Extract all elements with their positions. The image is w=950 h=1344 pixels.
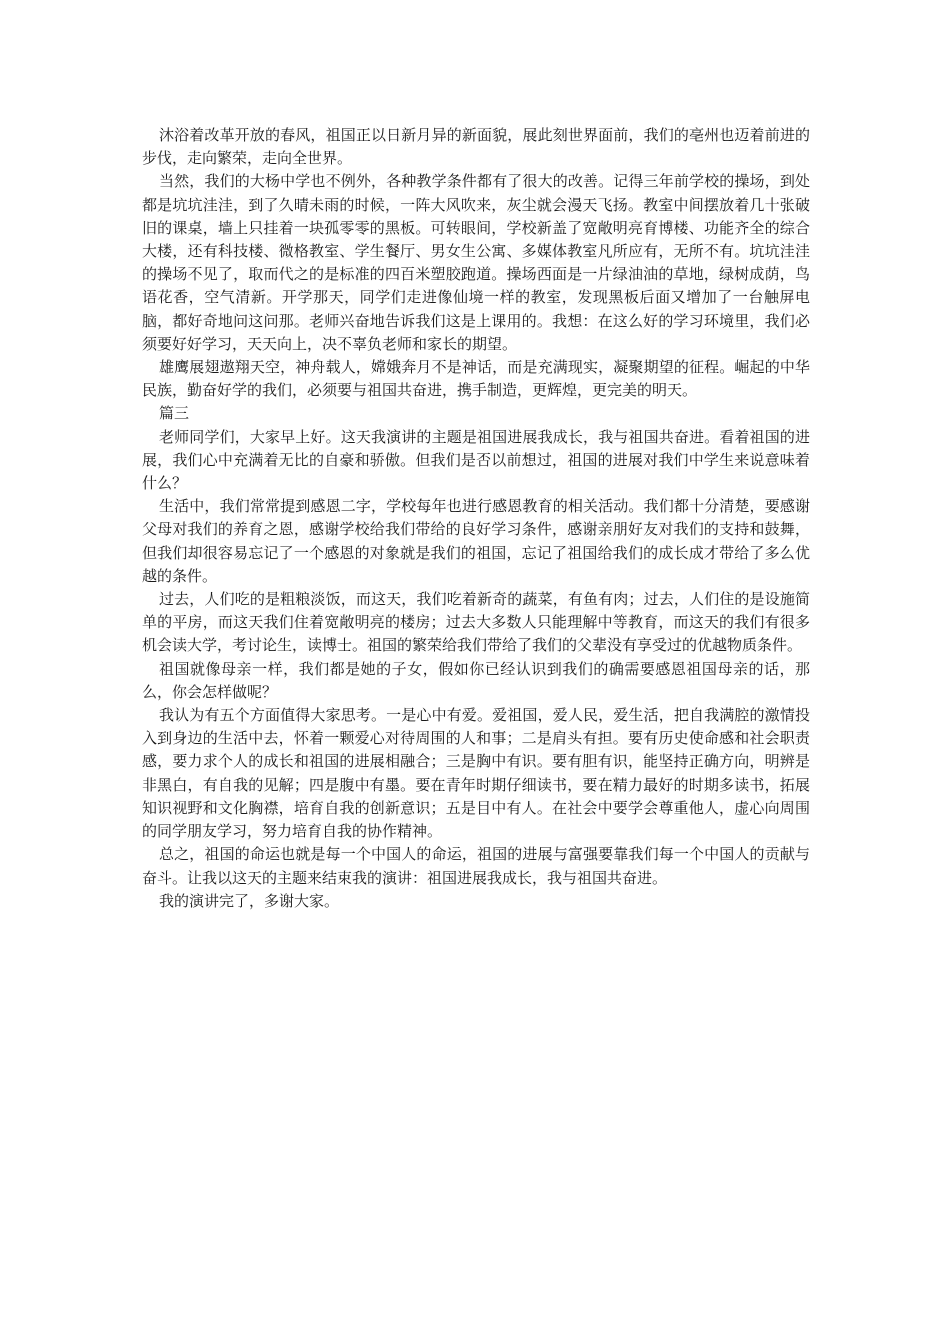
- document-body: [142, 124, 810, 913]
- paragraph-five-aspects: 我认为有五个方面值得大家思考。一是心中有爱。爱祖国，爱人民，爱生活，把自我满腔的激情投入到身边的生活中去，怀着一颗爱心对待周围的人和事；二是肩头有担。要有历史使命感和社会职责感，要力求个人的成长和祖国的进展相融合；三是胸中有识。要有胆有识，能坚持正确方向，明辨是非黑白，有自我的见解；四是腹中有墨。要在青年时期仔细读书，要在精力最好的时期多读书，拓展知识视野和文化胸襟，培育自我的创新意识；五是目中有人。在社会中要学会尊重他人，虚心向周围的同学朋友学习，努力培育自我的协作精神。: [142, 706, 810, 841]
- paragraph-summary: 总之，祖国的命运也就是每一个中国人的命运，祖国的进展与富强要靠我们每一个中国人的贡献与奋斗。让我以这天的主题来结束我的演讲：祖国进展我成长，我与祖国共奋进。: [142, 845, 810, 887]
- paragraph-greeting: 老师同学们，大家早上好。这天我演讲的主题是祖国进展我成长，我与祖国共奋进。看着祖国的进展，我们心中充满着无比的自豪和骄傲。但我们是否以前想过，祖国的进展对我们中学生来说意味着什么？: [142, 427, 810, 493]
- paragraph-closing: 我的演讲完了，多谢大家。: [159, 891, 340, 910]
- paragraph-intro: 沐浴着改革开放的春风，祖国正以日新月异的新面貌，展此刻世界面前，我们的亳州也迈着前进的步伐，走向繁荣，走向全世界。: [142, 126, 810, 168]
- section-heading: 篇三: [159, 404, 190, 423]
- paragraph-past-present: 过去，人们吃的是粗粮淡饭，而这天，我们吃着新奇的蔬菜，有鱼有肉；过去，人们住的是设施简单的平房，而这天我们住着宽敞明亮的楼房；过去大多数人只能理解中等教育，而这天的我们有很多机会读大学，考讨论生，读博士。祖国的繁荣给我们带给了我们的父辈没有享受过的优越物质条件。: [142, 590, 810, 655]
- paragraph-motherland: 祖国就像母亲一样，我们都是她的子女，假如你已经认识到我们的确需要感恩祖国母亲的话，那么，你会怎样做呢？: [142, 659, 810, 701]
- paragraph-conclusion-1: 雄鹰展翅遨翔天空，神舟载人，嫦娥奔月不是神话，而是充满现实，凝聚期望的征程。崛起的中华民族，勤奋好学的我们，必须要与祖国共奋进，携手制造，更辉煌，更完美的明天。: [142, 358, 810, 400]
- paragraph-gratitude: 生活中，我们常常提到感恩二字，学校每年也进行感恩教育的相关活动。我们都十分清楚，要感谢父母对我们的养育之恩，感谢学校给我们带给的良好学习条件，感谢亲朋好友对我们的支持和鼓舞，但我们却很容易忘记了一个感恩的对象就是我们的祖国，忘记了祖国给我们的成长成才带给了多么优越的条件。: [142, 497, 810, 585]
- paragraph-school-changes: 当然，我们的大杨中学也不例外，各种教学条件都有了很大的改善。记得三年前学校的操场，到处都是坑坑洼洼，到了久晴未雨的时候，一阵大风吹来，灰尘就会漫天飞扬。教室中间摆放着几十张破旧的课桌，墙上只挂着一块孤零零的黑板。可转眼间，学校新盖了宽敞明亮育博楼、功能齐全的综合大楼，还有科技楼、微格教室、学生餐厅、男女生公寓、多媒体教室凡所应有，无所不有。坑坑洼洼的操场不见了，取而代之的是标准的四百米塑胶跑道。操场西面是一片绿油油的草地，绿树成荫，鸟语花香，空气清新。开学那天，同学们走进像仙境一样的教室，发现黑板后面又增加了一台触屏电脑，都好奇地问这问那。老师兴奋地告诉我们这是上课用的。我想：在这么好的学习环境里，我们必须要好好学习，天天向上，决不辜负老师和家长的期望。: [142, 172, 810, 353]
